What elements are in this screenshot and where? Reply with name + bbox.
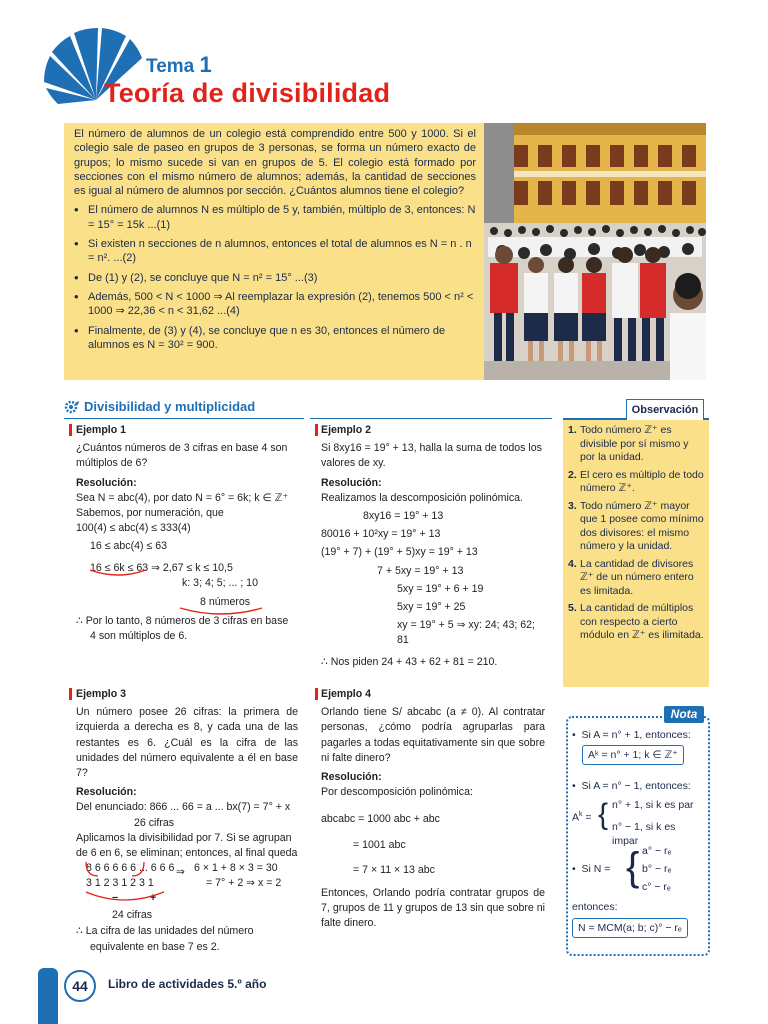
solution-line: Sea N = abc(4), por dato N = 6° = 6k; k ∈ ℤ⁺ — [76, 491, 289, 504]
ejemplo-4 — [321, 687, 545, 932]
ejemplo-question: Orlando tiene S/ abcabc (a ≠ 0). Al contratar personas, ¿cómo podría agruparlas para pagarles a todas equitativamente sin que sobre ni falte dinero? — [321, 706, 545, 764]
ejemplo-question: Si 8xy16 = 19° + 13, halla la suma de todos los valores de xy. — [321, 442, 542, 470]
solution-line: 16 ≤ 6k ≤ 63 ⇒ 2,67 ≤ k ≤ 10,5 — [90, 561, 233, 574]
resolucion-label: Resolución: — [321, 476, 382, 489]
ejemplo-question: ¿Cuántos números de 3 cifras en base 4 son múltiplos de 6? — [76, 442, 288, 470]
gear-icon — [64, 400, 80, 414]
solution-line: 7 + 5xy = 19° + 13 — [377, 564, 464, 577]
observacion-title: Observación — [626, 399, 704, 420]
ejemplo-question: Un número posee 26 cifras: la primera de izquierda a derecha es 8, y cada una de las restantes es 6. ¿Cuál es la cifra de las unidades del número equivalente a él en base 7? — [76, 706, 298, 780]
solution-line: = 1001 abc — [353, 838, 406, 851]
resolucion-label: Resolución: — [76, 786, 137, 799]
intro-text — [74, 127, 476, 352]
observacion-item: 5. La cantidad de múltiplos con respecto a cierto módulo en ℤ⁺ es ilimitada. — [568, 602, 704, 641]
school-photo — [484, 123, 706, 380]
intro-bullet: • De (1) y (2), se concluye que N = n² = 15° ...(3) — [74, 271, 476, 285]
nota-piecewise — [572, 796, 704, 847]
ejemplo-title: Ejemplo 1 — [76, 424, 127, 436]
nota-line: • Si N = — [572, 863, 611, 875]
school-students-image — [484, 123, 706, 380]
solution-line: k: 3; 4; 5; ... ; 10 — [182, 576, 258, 589]
book-title: Libro de actividades 5.º año — [108, 977, 267, 991]
ejemplo-title: Ejemplo 4 — [321, 688, 372, 700]
example-marker — [315, 688, 318, 700]
resolucion-label: Resolución: — [76, 476, 137, 489]
ejemplo-title: Ejemplo 2 — [321, 424, 372, 436]
section-divider — [310, 418, 552, 419]
nota-system — [572, 844, 704, 894]
weights-row: 3 1 2 3 1 2 3 1 — [86, 877, 154, 890]
solution-line: 24 cifras — [112, 909, 153, 922]
example-marker — [315, 424, 318, 436]
solution-line: Aplicamos la divisibilidad por 7. Si se agrupan de 6 en 6, se eliminan; entonces, al final queda — [76, 831, 298, 860]
solution-intro: Realizamos la descomposición polinómica. — [321, 491, 523, 504]
resolucion-label: Resolución: — [321, 771, 382, 784]
solution-line: 80016 + 10²xy = 19° + 13 — [321, 528, 441, 541]
nota-formula: b° − rₑ — [642, 863, 672, 875]
section-divider — [64, 418, 304, 419]
section-title: Divisibilidad y multiplicidad — [84, 399, 256, 414]
solution-line: = 7 × 11 × 13 abc — [353, 863, 435, 876]
ejemplo-2 — [321, 423, 545, 670]
intro-bullet: • Finalmente, de (3) y (4), se concluye que n es 30, entonces el número de alumnos es N = 30² = 900. — [74, 324, 476, 353]
ejemplo-conclusion: ∴ Por lo tanto, 8 números de 3 cifras en base 4 son múltiplos de 6. — [76, 615, 289, 643]
intro-bullet: • Además, 500 < N < 1000 ⇒ Al reemplazar la expresión (2), tenemos 500 < n² < 1000 ⇒ 22,36 < n < 31,62 ...(4) — [74, 290, 476, 319]
nota-content — [572, 728, 704, 938]
tema-label: Tema 1 — [146, 52, 212, 77]
intro-bullet: • Si existen n secciones de n alumnos, entonces el total de alumnos es N = n . n = n². ...(2) — [74, 237, 476, 266]
solution-line: 16 ≤ abc(4) ≤ 63 — [90, 540, 167, 553]
ejemplo-3 — [76, 687, 298, 955]
solution-line: 5xy = 19° + 6 + 19 — [397, 582, 484, 595]
observacion-item: 2. El cero es múltiplo de todo número ℤ⁺. — [568, 468, 704, 494]
solution-line: 26 cifras — [134, 816, 175, 829]
nota-formula: n° + 1, si k es par — [612, 799, 694, 811]
solution-intro: Por descomposición polinómica: — [321, 786, 473, 799]
sign-minus: − — [112, 892, 119, 905]
example-marker — [69, 688, 72, 700]
ejemplo-conclusion: ∴ Nos piden 24 + 43 + 62 + 81 = 210. — [321, 655, 498, 668]
nota-formula: n° − 1, si k es impar — [612, 821, 676, 847]
solution-line: xy = 19° + 5 ⇒ xy: 24; 43; 62; 81 — [397, 619, 535, 647]
brace-icon — [178, 606, 264, 618]
solution-line: = 7° + 2 ⇒ x = 2 — [206, 877, 282, 890]
brace-icon — [84, 858, 174, 908]
nota-formula: a° − rₑ — [642, 845, 672, 857]
nota-line: • Si A = n° + 1, entonces: — [572, 729, 691, 741]
solution-line: 8xy16 = 19° + 13 — [363, 510, 444, 523]
nota-formula-lhs: $A^k$ = — [572, 811, 592, 824]
ejemplo-conclusion: ∴ La cifra de las unidades del número equivalente en base 7 es 2. — [76, 925, 254, 953]
nota-formula: Aᵏ = n° + 1; k ∈ ℤ⁺ — [572, 745, 704, 765]
left-brace: { — [626, 845, 640, 889]
solution-line: 8 números — [200, 596, 251, 609]
left-brace: { — [598, 798, 609, 831]
observacion-item: 1. Todo número ℤ⁺ es divisible por sí mismo y por la unidad. — [568, 424, 689, 463]
arrow: ⇒ — [176, 866, 185, 879]
solution-line: Sabemos, por numeración, que — [76, 507, 224, 520]
ejemplo-title: Ejemplo 3 — [76, 688, 127, 700]
observacion-item: 4. La cantidad de divisores ℤ⁺ de un número entero es limitada. — [568, 557, 694, 597]
sign-plus: + — [150, 892, 157, 905]
page-number: 44 — [64, 970, 96, 1002]
intro-bullet: • El número de alumnos N es múltiplo de 5 y, también, múltiplo de 3, entonces: N = 15° = 15k ...(1) — [74, 203, 476, 232]
nota-line: entonces: — [572, 901, 618, 913]
nota-formula: N = MCM(a; b; c)° − rₑ — [572, 918, 704, 938]
page-title: Teoría de divisibilidad — [104, 78, 391, 108]
footer-bar — [38, 968, 58, 1024]
intro-problem: El número de alumnos de un colegio está comprendido entre 500 y 1000. Si el colegio sale de paseo en grupos de 3 personas, se forma un número exacto de grupos; lo mismo sucede si van en grupos de 5. El colegio está formado por secciones con el mismo número de alumnos; además, la cantidad de secciones es igual al número de alumnos por sección. ¿Cuántos alumnos tiene el colegio? — [74, 128, 476, 198]
digits-row: 8 6 6 6 6 6 ... 6 6 6 — [86, 862, 175, 875]
observacion-list — [568, 424, 706, 647]
solution-line: 6 × 1 + 8 × 3 = 30 — [194, 862, 278, 875]
brace-icon — [88, 568, 148, 578]
nota-title: Nota — [664, 706, 704, 723]
nota-line: • Si A = n° − 1, entonces: — [572, 780, 691, 792]
intro-bullets — [74, 203, 476, 352]
example-marker — [69, 424, 72, 436]
observacion-item: 3. Todo número ℤ⁺ mayor que 1 posee como mínimo dos divisores: el mismo número y la unidad. — [568, 499, 704, 552]
solution-line: (19° + 7) + (19° + 5)xy = 19° + 13 — [321, 546, 478, 559]
solution-line: 5xy = 19° + 25 — [397, 601, 466, 614]
solution-line: 100(4) ≤ abc(4) ≤ 333(4) — [76, 522, 191, 535]
solution-line: abcabc = 1000 abc + abc — [321, 813, 440, 826]
nota-formula: c° − rₑ — [642, 881, 671, 893]
ejemplo-conclusion: Entonces, Orlando podría contratar grupos de 7, grupos de 11 y grupos de 13 sin que sobre ni falte dinero. — [321, 887, 545, 930]
solution-line: Del enunciado: 866 ... 66 = a ... bx(7) = 7° + x — [76, 801, 291, 814]
